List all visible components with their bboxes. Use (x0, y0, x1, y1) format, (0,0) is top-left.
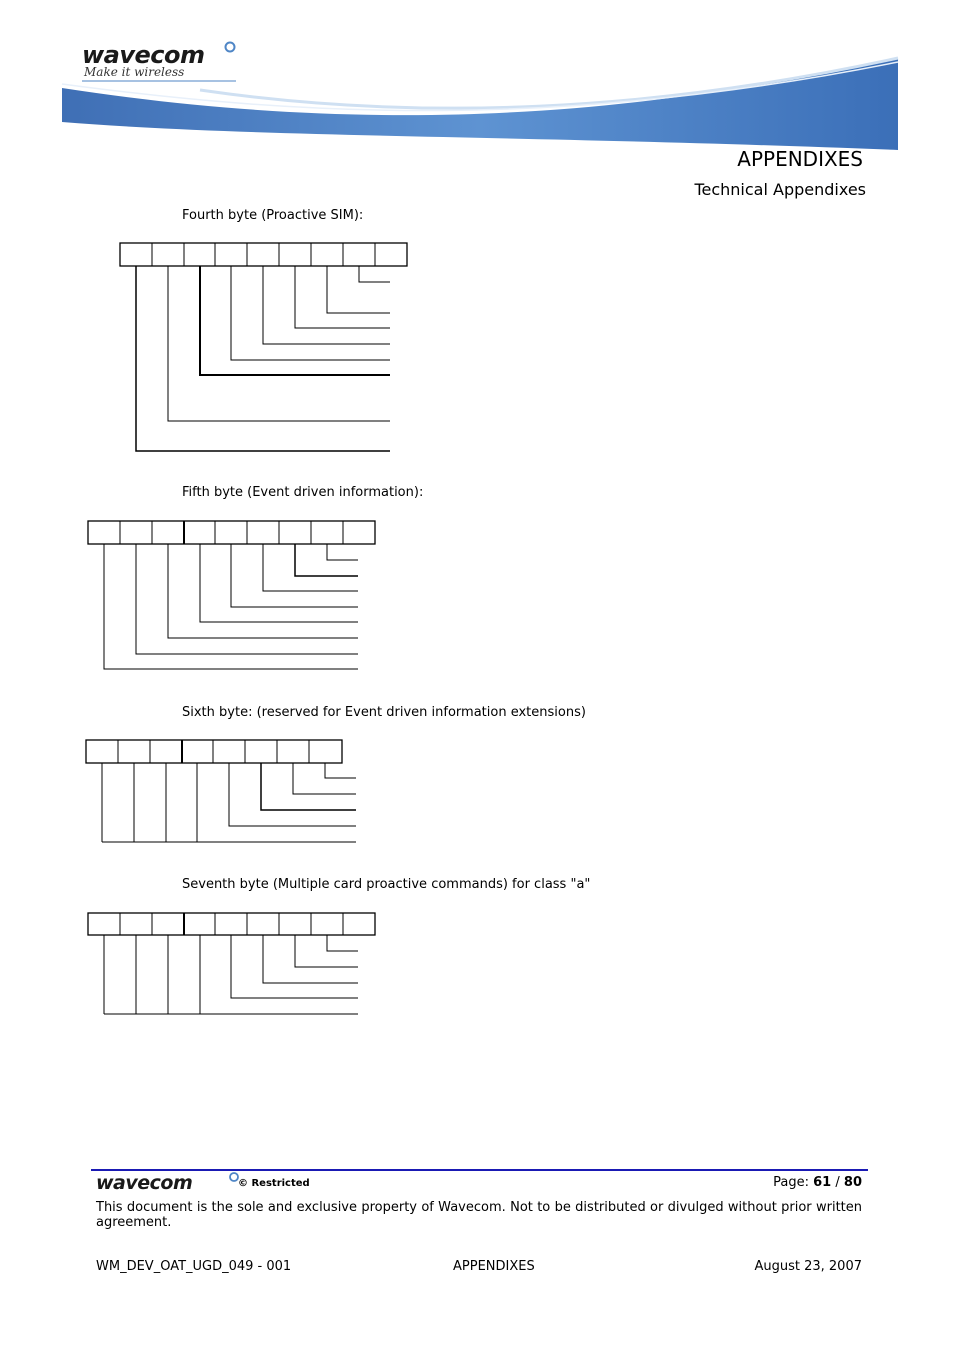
footer-restricted: © Restricted (238, 1178, 310, 1189)
caption-fourth-byte: Fourth byte (Proactive SIM): (182, 208, 364, 223)
footer-doc-ref: WM_DEV_OAT_UGD_049 - 001 (96, 1259, 292, 1274)
caption-fifth-byte: Fifth byte (Event driven information): (182, 485, 424, 500)
section-title: APPENDIXES (737, 147, 863, 171)
bit-leader-lines (104, 544, 358, 669)
header-tagline: Make it wireless (84, 65, 185, 79)
diagram-fifth-byte (88, 521, 375, 669)
bit-leader-lines (104, 935, 358, 1014)
byte-box (120, 243, 407, 266)
diagram-seventh-byte (88, 913, 375, 1014)
caption-sixth-byte: Sixth byte: (reserved for Event driven information extensions) (182, 705, 586, 720)
caption-seventh-byte: Seventh byte (Multiple card proactive commands) for class "a" (182, 877, 591, 892)
footer-rule (91, 1169, 868, 1171)
bit-leader-lines (102, 763, 356, 842)
section-subtitle: Technical Appendixes (694, 180, 866, 199)
page-separator: / (835, 1175, 840, 1190)
byte-box (88, 913, 375, 935)
footer-page-number (773, 1175, 862, 1190)
bit-leader-lines (136, 266, 390, 451)
footer-date: August 23, 2007 (754, 1259, 862, 1274)
byte-box (88, 521, 375, 544)
byte-box (86, 740, 342, 763)
diagram-fourth-byte (120, 243, 407, 451)
footer-section: APPENDIXES (453, 1259, 535, 1274)
page-label: Page: (773, 1175, 809, 1190)
diagram-sixth-byte (86, 740, 356, 842)
footer-logo: wavecom (96, 1172, 193, 1194)
header-logo: wavecom (82, 41, 205, 69)
page-total: 80 (843, 1175, 862, 1190)
footer-notice: This document is the sole and exclusive property of Wavecom. Not to be distributed or divulged without prior written agreement. (96, 1200, 862, 1230)
page-current: 61 (813, 1175, 832, 1190)
